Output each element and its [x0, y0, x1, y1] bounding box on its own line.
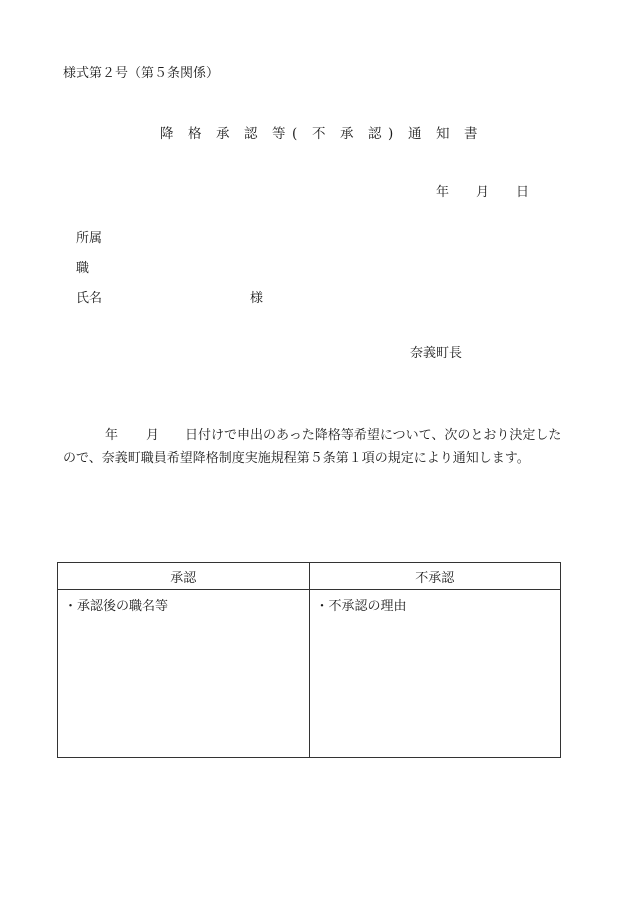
rejected-header: 不承認 — [309, 563, 561, 590]
title-char: 認 — [244, 126, 258, 142]
issuer-name: 奈義町長 — [410, 346, 463, 361]
title-char: 承 — [340, 126, 354, 142]
title-char: 降 — [160, 126, 174, 142]
honorific: 様 — [250, 291, 264, 306]
title-char: 格 — [188, 126, 202, 142]
approved-cell[interactable] — [58, 590, 310, 758]
title-char: 書 — [464, 126, 478, 142]
rejected-cell[interactable] — [309, 590, 561, 758]
title-char: 承 — [216, 126, 230, 142]
affiliation-label: 所属 — [76, 231, 103, 246]
title-char: 等 — [272, 126, 286, 142]
date-day-label: 日 — [516, 185, 530, 200]
rejected-item-label: ・不承認の理由 — [315, 599, 407, 614]
body-year-label: 年 — [105, 428, 119, 443]
title-char: 認 — [368, 126, 382, 142]
title-char: 通 — [408, 126, 422, 142]
name-label: 氏名 — [76, 291, 103, 306]
position-label: 職 — [76, 261, 90, 276]
title-char: ) — [388, 126, 394, 142]
title-char: 不 — [312, 126, 326, 142]
approved-header: 承認 — [58, 563, 310, 590]
date-month-label: 月 — [476, 185, 490, 200]
form-number: 様式第２号（第５条関係） — [63, 66, 220, 81]
date-year-label: 年 — [436, 185, 450, 200]
notice-paragraph — [63, 424, 573, 470]
body-month-label: 月 — [146, 428, 160, 443]
document-title — [160, 126, 478, 142]
decision-table — [57, 562, 561, 758]
title-char: 知 — [436, 126, 450, 142]
approved-item-label: ・承認後の職名等 — [64, 599, 169, 614]
title-char: ( — [292, 126, 298, 142]
body-text: 日付けで申出のあった降格等希望について、次のとおり決定したので、奈義町職員希望降格制度実施規程第５条第１項の規定により通知します。 — [63, 428, 562, 466]
